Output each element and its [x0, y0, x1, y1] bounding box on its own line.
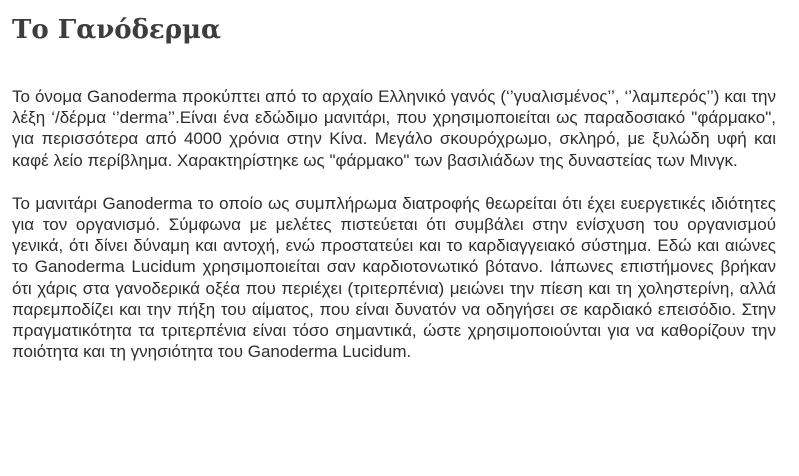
article-paragraph-benefits: Το μανιτάρι Ganoderma το οποίο ως συμπλήρωμα διατροφής θεωρείται ότι έχει ευεργετικές ιδιότητες για τον οργανισμό. Σύμφωνα με μελέτες πιστεύεται ότι συμβάλει στην ενίσχυση του οργανισμού γενικά, ότι δίνει δύναμη και αντοχή, ενώ προστατεύει και το καρδιαγγειακό σύστημα. Εδώ και αιώνες το Ganoderma Lucidum χρησιμοποιείται σαν καρδιοτονωτικό βότανο. Ιάπωνες επιστήμονες βρήκαν ότι χάρις στα γανοδερικά οξέα που περιέχει (τριτερπένια) μειώνει την πίεση και τη χοληστερίνη, αλλά παρεμποδίζει και την πήξη του αίματος, που είναι δυνατόν να οδηγήσει σε καρδιακό επεισόδιο. Στην πραγματικότητα τα τριτερπένια είναι τόσο σημαντικά, ώστε χρησιμοποιούνται για να καθορίζουν την ποιότητα και τη γνησιότητα του Ganoderma Lucidum.	[12, 193, 776, 362]
article-title: Το Γανόδερμα	[12, 15, 222, 45]
article-paragraph-origin: Το όνομα Ganoderma προκύπτει από το αρχαίο Ελληνικό γανός (‘’γυαλισμένος’’, ‘’λαμπερός’’) και την λέξη ‘/δέρμα ‘’derma’’.Είναι ένα εδώδιμο μανιτάρι, που χρησιμοποιείται ως παραδοσιακό "φάρμακο", για περισσότερα από 4000 χρόνια στην Κίνα. Μεγάλο σκουρόχρωμο, σκληρό, με ξυλώδη υφή και καφέ λείο περίβλημα. Χαρακτηρίστηκε ως "φάρμακο" των βασιλιάδων της δυναστείας των Μινγκ.	[12, 87, 776, 170]
article	[12, 0, 776, 362]
